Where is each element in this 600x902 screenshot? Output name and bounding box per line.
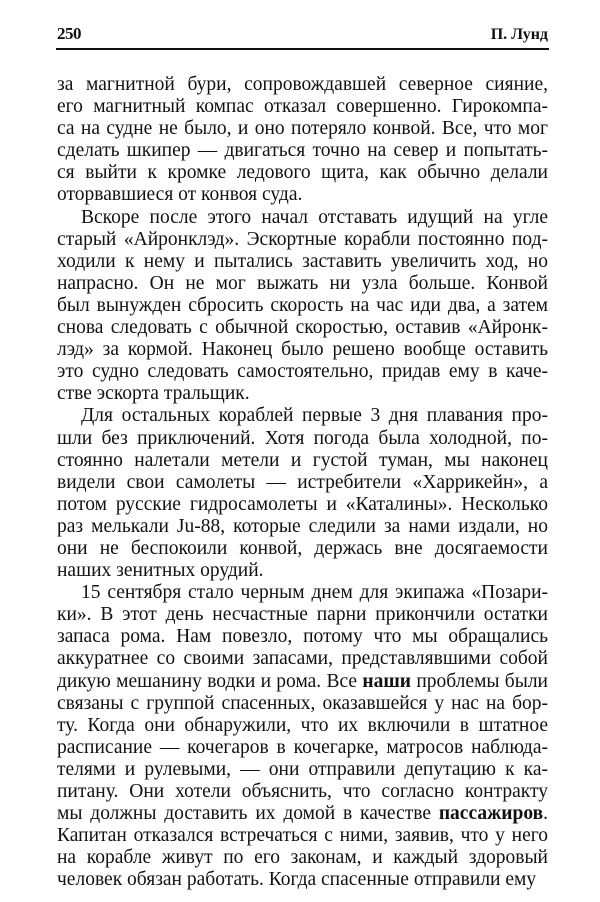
text-line: ки». В этот день несчастные парни прикончили остатки — [57, 604, 548, 626]
text-line: са на судне не было, и оно потеряло конвой. Все, что мог — [57, 118, 548, 140]
text-line: связаны с группой спасенных, оказавшейся у нас на бор- — [57, 692, 548, 714]
text-line: на корабле живут по его законам, и каждый здоровый — [57, 847, 548, 869]
text-line: стве эскорта тральщик. — [57, 383, 250, 405]
text-line: напрасно. Он не мог выжать ни узла больше. Конвой — [57, 272, 548, 294]
text-line: аккуратнее со своими запасами, представлявшими собой — [57, 648, 548, 670]
paragraph — [57, 74, 548, 207]
text-line: Для остальных кораблей первые 3 дня плавания про- — [81, 405, 548, 427]
bold-word: пассажиров — [438, 803, 544, 825]
text-segment: дикую мешанину водки и рома. Все — [57, 670, 363, 692]
text-line: это судно следовать самостоятельно, придав ему в каче- — [57, 361, 548, 383]
text-segment: проблемы были — [411, 670, 548, 692]
running-author: П. Лунд — [490, 26, 548, 43]
paragraph — [57, 582, 548, 891]
text-segment: мы должны доставить их домой в качестве — [57, 803, 439, 825]
text-line: раз мелькали Ju-88, которые следили за нами издали, но — [57, 515, 548, 537]
text-line: питану. Они хотели объяснить, что согласно контракту — [57, 781, 548, 802]
text-line: был вынужден сбросить скорость на час иди два, а затем — [57, 294, 548, 316]
page-body-text — [57, 74, 548, 891]
header-rule — [56, 48, 549, 50]
paragraph — [57, 405, 548, 582]
paragraph — [57, 207, 548, 406]
text-line: его магнитный компас отказал совершенно. Гирокомпа- — [57, 96, 548, 118]
text-line: наших зенитных орудий. — [57, 560, 264, 582]
text-line: ту. Когда они обнаружили, что их включили в штатное — [57, 714, 548, 736]
text-segment: . — [543, 803, 548, 825]
text-line: потом русские гидросамолеты и «Каталины». Несколько — [57, 493, 548, 515]
bold-word: наши — [362, 670, 412, 692]
text-line: ходили к нему и пытались заставить увеличить ход, но — [57, 250, 548, 272]
text-line: ся выйти к кромке ледового щита, как обычно делали — [57, 162, 548, 184]
text-line: оторвавшиеся от конвоя суда. — [57, 184, 303, 206]
running-header — [57, 24, 548, 46]
text-line: видели свои самолеты — истребители «Харрикейн», а — [57, 471, 548, 493]
text-line: старый «Айронклэд». Эскортные корабли постоянно под- — [57, 228, 548, 250]
text-line: шли без приключений. Хотя погода была холодной, по- — [57, 427, 548, 449]
text-line: за магнитной бури, сопровождавшей северное сияние, — [57, 74, 548, 95]
text-line: Вскоре после этого начал отставать идущий на угле — [81, 206, 548, 228]
text-line: Капитан отказался встречаться с ними, заявив, что у него — [57, 825, 548, 847]
text-line: они не беспокоили конвой, держась вне досягаемости — [57, 537, 548, 559]
text-line: сделать шкипер — двигаться точно на север и попытать- — [57, 140, 548, 162]
text-line: человек обязан работать. Когда спасенные отправили ему — [57, 869, 537, 891]
page-number: 250 — [57, 24, 81, 43]
text-line: стоянно налетали метели и густой туман, мы наконец — [57, 449, 548, 471]
text-line: лэд» за кормой. Наконец было решено вообще оставить — [57, 339, 548, 361]
text-line — [57, 671, 548, 693]
text-line: телями и рулевыми, — они отправили депутацию к ка- — [57, 758, 548, 780]
text-line: расписание — кочегаров в кочегарке, матросов наблюда- — [57, 736, 548, 758]
text-line: снова следовать с обычной скоростью, оставив «Айронк- — [57, 317, 548, 339]
text-line — [57, 803, 548, 825]
text-line: запаса рома. Нам повезло, потому что мы обращались — [57, 626, 548, 648]
text-line: 15 сентября стало черным днем для экипажа «Позари- — [81, 582, 548, 604]
